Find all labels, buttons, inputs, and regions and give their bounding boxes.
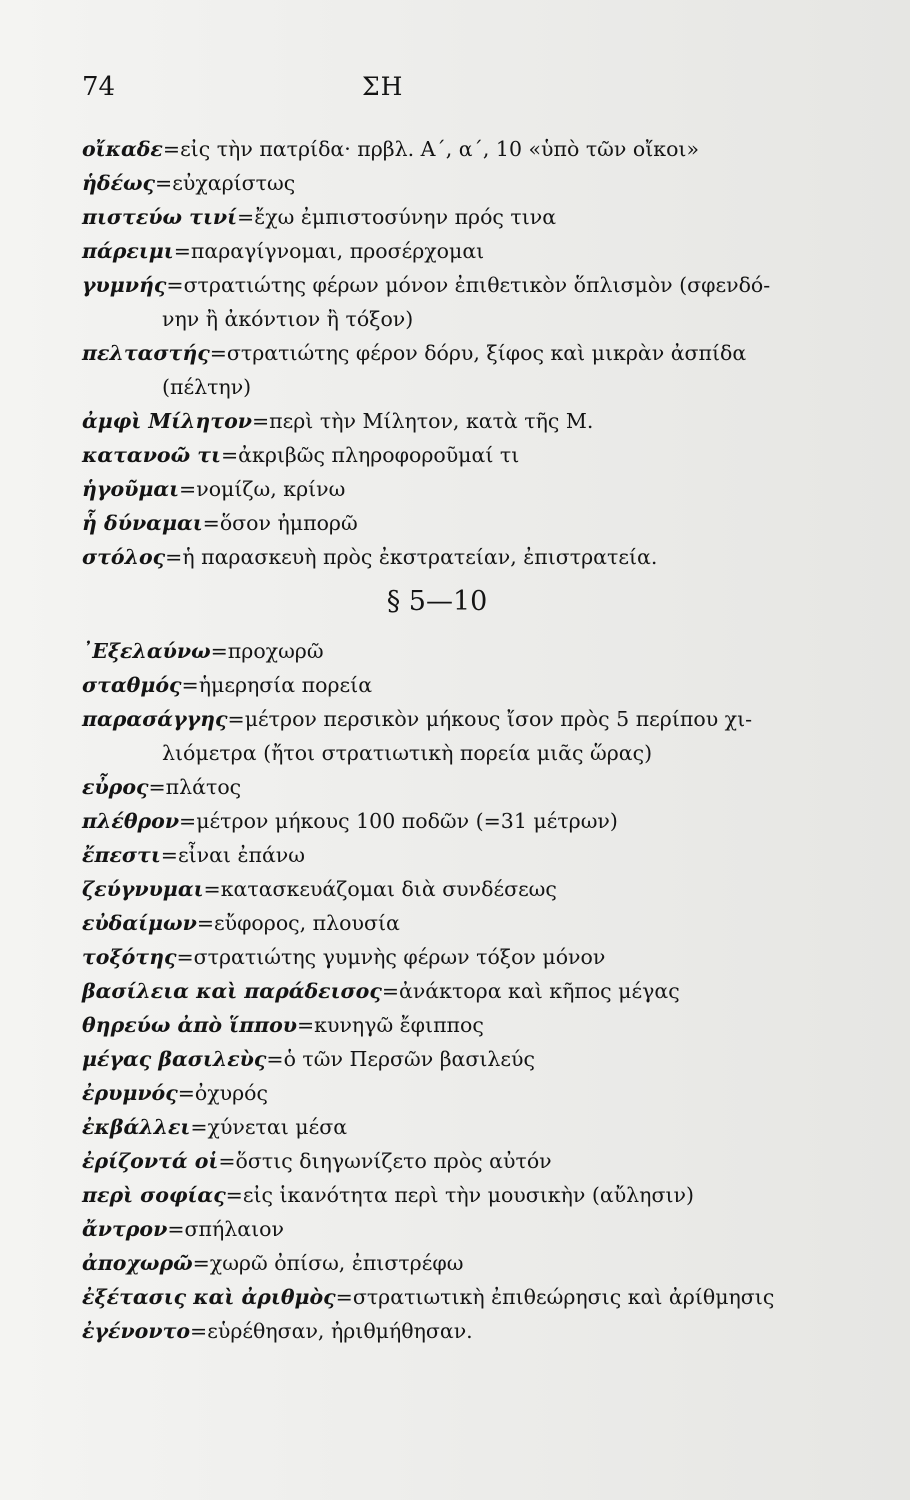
glossary-entry xyxy=(82,404,862,438)
entry-lemma: πλέθρον xyxy=(82,809,180,833)
glossary-entry xyxy=(82,804,862,838)
entry-gloss: περὶ τὴν Μίλητον, κατὰ τῆς Μ. xyxy=(269,409,594,433)
glossary-entry xyxy=(82,1280,862,1314)
glossary-entry xyxy=(82,1246,862,1280)
entry-lemma: γυμνής xyxy=(82,273,167,297)
entry-gloss: ἡ παρασκευὴ πρὸς ἐκστρατείαν, ἐπιστρατεία. xyxy=(182,545,658,569)
glossary-entry xyxy=(82,1076,862,1110)
entry-gloss: ὀχυρός xyxy=(194,1081,269,1105)
glossary-entry xyxy=(82,540,862,574)
glossary-entry xyxy=(82,506,862,540)
entry-gloss: ἀκριβῶς πληροφοροῦμαί τι xyxy=(238,443,520,467)
glossary-entry xyxy=(82,438,862,472)
equals-sign: = xyxy=(179,477,197,501)
glossary-entry xyxy=(82,132,862,166)
entry-lemma: οἴκαδε xyxy=(82,137,163,161)
equals-sign: = xyxy=(165,545,183,569)
entry-lemma: τοξότης xyxy=(82,945,177,969)
entry-gloss: ἔχω ἐμπιστοσύνην πρός τινα xyxy=(254,205,557,229)
glossary-block-2 xyxy=(82,634,862,1348)
equals-sign: = xyxy=(251,409,270,433)
entry-gloss: ὅστις διηγωνίζετο πρὸς αὐτόν xyxy=(235,1149,552,1173)
entry-lemma: ἐξέτασις καὶ ἀριθμὸς xyxy=(82,1285,336,1309)
entry-lemma: ἄντρον xyxy=(82,1217,168,1241)
glossary-entry xyxy=(82,1008,862,1042)
entry-gloss: ἡμερησία πορεία xyxy=(198,673,373,697)
entry-lemma: ἐρίζοντά οἱ xyxy=(82,1149,219,1173)
equals-sign: = xyxy=(192,1251,210,1275)
entry-lemma: κατανοῶ τι xyxy=(82,443,221,467)
entry-lemma: θηρεύω ἀπὸ ἵππου xyxy=(82,1013,297,1037)
equals-sign: = xyxy=(177,1081,195,1105)
entry-lemma: εὖρος xyxy=(82,775,149,799)
equals-sign: = xyxy=(218,1149,236,1173)
equals-sign: = xyxy=(381,979,399,1003)
entry-gloss: σπήλαιον xyxy=(184,1217,284,1241)
glossary-entry xyxy=(82,940,862,974)
entry-gloss: εἶναι ἐπάνω xyxy=(177,843,305,867)
entry-gloss: στρατιωτικὴ ἐπιθεώρησις καὶ ἀρίθμησις xyxy=(352,1285,775,1309)
equals-sign: = xyxy=(162,137,181,161)
equals-sign: = xyxy=(181,673,199,697)
entry-gloss: εὔφορος, πλουσία xyxy=(214,911,400,935)
glossary-entry xyxy=(82,872,862,906)
equals-sign: = xyxy=(209,341,227,365)
glossary-entry xyxy=(82,1144,862,1178)
equals-sign: = xyxy=(296,1013,315,1037)
entry-lemma: ἔπεστι xyxy=(82,843,161,867)
equals-sign: = xyxy=(210,639,228,663)
glossary-entry xyxy=(82,838,862,872)
equals-sign: = xyxy=(227,707,245,731)
entry-lemma: ἐκβάλλει xyxy=(82,1115,191,1139)
entry-gloss: μέτρον μήκους 100 ποδῶν (=31 μέτρων) xyxy=(196,809,618,833)
equals-sign: = xyxy=(176,945,194,969)
entry-lemma: πιστεύω τινί xyxy=(82,205,238,229)
entry-lemma: εὐδαίμων xyxy=(82,911,197,935)
entry-gloss: στρατιώτης φέρων μόνον ἐπιθετικὸν ὅπλισμὸν (σφενδό- xyxy=(183,273,771,297)
glossary-entry xyxy=(82,1314,862,1348)
equals-sign: = xyxy=(237,205,255,229)
glossary-entry xyxy=(82,1212,862,1246)
entry-gloss: κυνηγῶ ἔφιππος xyxy=(314,1013,484,1037)
entry-lemma: ἐγένοντο xyxy=(82,1319,191,1343)
entry-lemma: ἡδέως xyxy=(82,171,156,195)
page-header xyxy=(82,72,842,112)
equals-sign: = xyxy=(190,1319,208,1343)
entry-lemma: μέγας βασιλεὺς xyxy=(82,1047,267,1071)
entry-gloss: πλάτος xyxy=(165,775,242,799)
glossary-entry xyxy=(82,1110,862,1144)
entry-gloss: στρατιώτης φέρον δόρυ, ξίφος καὶ μικρὰν ἀσπίδα xyxy=(226,341,747,365)
entry-lemma: ἡγοῦμαι xyxy=(82,477,180,501)
entry-gloss: ὁ τῶν Περσῶν βασιλεύς xyxy=(283,1047,535,1071)
equals-sign: = xyxy=(179,809,197,833)
equals-sign: = xyxy=(160,843,178,867)
equals-sign: = xyxy=(220,443,239,467)
entry-gloss: ἀνάκτορα καὶ κῆπος μέγας xyxy=(399,979,680,1003)
glossary-entry xyxy=(82,906,862,940)
entry-lemma: σταθμός xyxy=(82,673,182,697)
entry-lemma: πελταστής xyxy=(82,341,210,365)
equals-sign: = xyxy=(155,171,173,195)
equals-sign: = xyxy=(202,511,220,535)
entry-continuation: νην ἢ ἀκόντιον ἢ τόξον) xyxy=(162,307,414,331)
glossary-entry xyxy=(82,336,862,404)
entry-lemma: βασίλεια καὶ παράδεισος xyxy=(82,979,382,1003)
equals-sign: = xyxy=(167,1217,185,1241)
entry-lemma: παρασάγγης xyxy=(82,707,228,731)
entry-lemma: ἐρυμνός xyxy=(82,1081,178,1105)
entry-lemma: περὶ σοφίας xyxy=(82,1183,226,1207)
entry-gloss: εὐχαρίστως xyxy=(172,171,296,195)
entry-gloss: εἰς ἱκανότητα περὶ τὴν μουσικὴν (αὔλησιν) xyxy=(242,1183,694,1207)
page-number: 74 xyxy=(82,72,116,102)
entry-lemma: ἀμφὶ Μίλητον xyxy=(82,409,252,433)
entry-gloss: παραγίγνομαι, προσέρχομαι xyxy=(190,239,485,263)
equals-sign: = xyxy=(266,1047,284,1071)
glossary-entry xyxy=(82,268,862,336)
signature-mark: ΣΗ xyxy=(362,72,404,101)
entry-gloss: στρατιώτης γυμνὴς φέρων τόξον μόνον xyxy=(193,945,606,969)
entry-gloss: χύνεται μέσα xyxy=(207,1115,348,1139)
entry-gloss: κατασκευάζομαι διὰ συνδέσεως xyxy=(220,877,557,901)
equals-sign: = xyxy=(335,1285,353,1309)
entry-gloss: χωρῶ ὀπίσω, ἐπιστρέφω xyxy=(209,1251,464,1275)
glossary-entry xyxy=(82,1042,862,1076)
glossary-block-1 xyxy=(82,132,862,574)
glossary-entry xyxy=(82,770,862,804)
entry-lemma: ἀποχωρῶ xyxy=(82,1251,193,1275)
glossary-entry xyxy=(82,166,862,200)
section-heading: § 5—10 xyxy=(386,586,488,617)
entry-lemma: ᾿Εξελαύνω xyxy=(82,639,211,663)
equals-sign: = xyxy=(196,911,214,935)
glossary-entry xyxy=(82,472,862,506)
glossary xyxy=(82,132,862,1348)
equals-sign: = xyxy=(148,775,166,799)
entry-gloss: εὑρέθησαν, ἠριθμήθησαν. xyxy=(207,1319,473,1343)
equals-sign: = xyxy=(225,1183,243,1207)
glossary-entry xyxy=(82,200,862,234)
entry-gloss: εἰς τὴν πατρίδα· πρβλ. Α΄, α΄, 10 «ὑπὸ τῶν οἴκοι» xyxy=(180,137,699,161)
glossary-entry xyxy=(82,634,862,668)
entry-gloss: μέτρον περσικὸν μήκους ἴσον πρὸς 5 περίπου χι- xyxy=(244,707,753,731)
entry-gloss: ὅσον ἠμπορῶ xyxy=(219,511,358,535)
entry-lemma: ἧ δύναμαι xyxy=(82,511,203,535)
entry-lemma: ζεύγνυμαι xyxy=(82,877,204,901)
glossary-entry xyxy=(82,702,862,770)
entry-lemma: στόλος xyxy=(82,545,166,569)
equals-sign: = xyxy=(173,239,191,263)
equals-sign: = xyxy=(166,273,184,297)
glossary-entry xyxy=(82,1178,862,1212)
glossary-entry xyxy=(82,234,862,268)
entry-gloss: προχωρῶ xyxy=(227,639,324,663)
entry-continuation: (πέλτην) xyxy=(162,375,252,399)
equals-sign: = xyxy=(190,1115,208,1139)
glossary-entry xyxy=(82,668,862,702)
glossary-entry xyxy=(82,974,862,1008)
entry-lemma: πάρειμι xyxy=(82,239,174,263)
equals-sign: = xyxy=(203,877,221,901)
entry-continuation: λιόμετρα (ἤτοι στρατιωτικὴ πορεία μιᾶς ὥρας) xyxy=(162,741,653,765)
entry-gloss: νομίζω, κρίνω xyxy=(196,477,346,501)
